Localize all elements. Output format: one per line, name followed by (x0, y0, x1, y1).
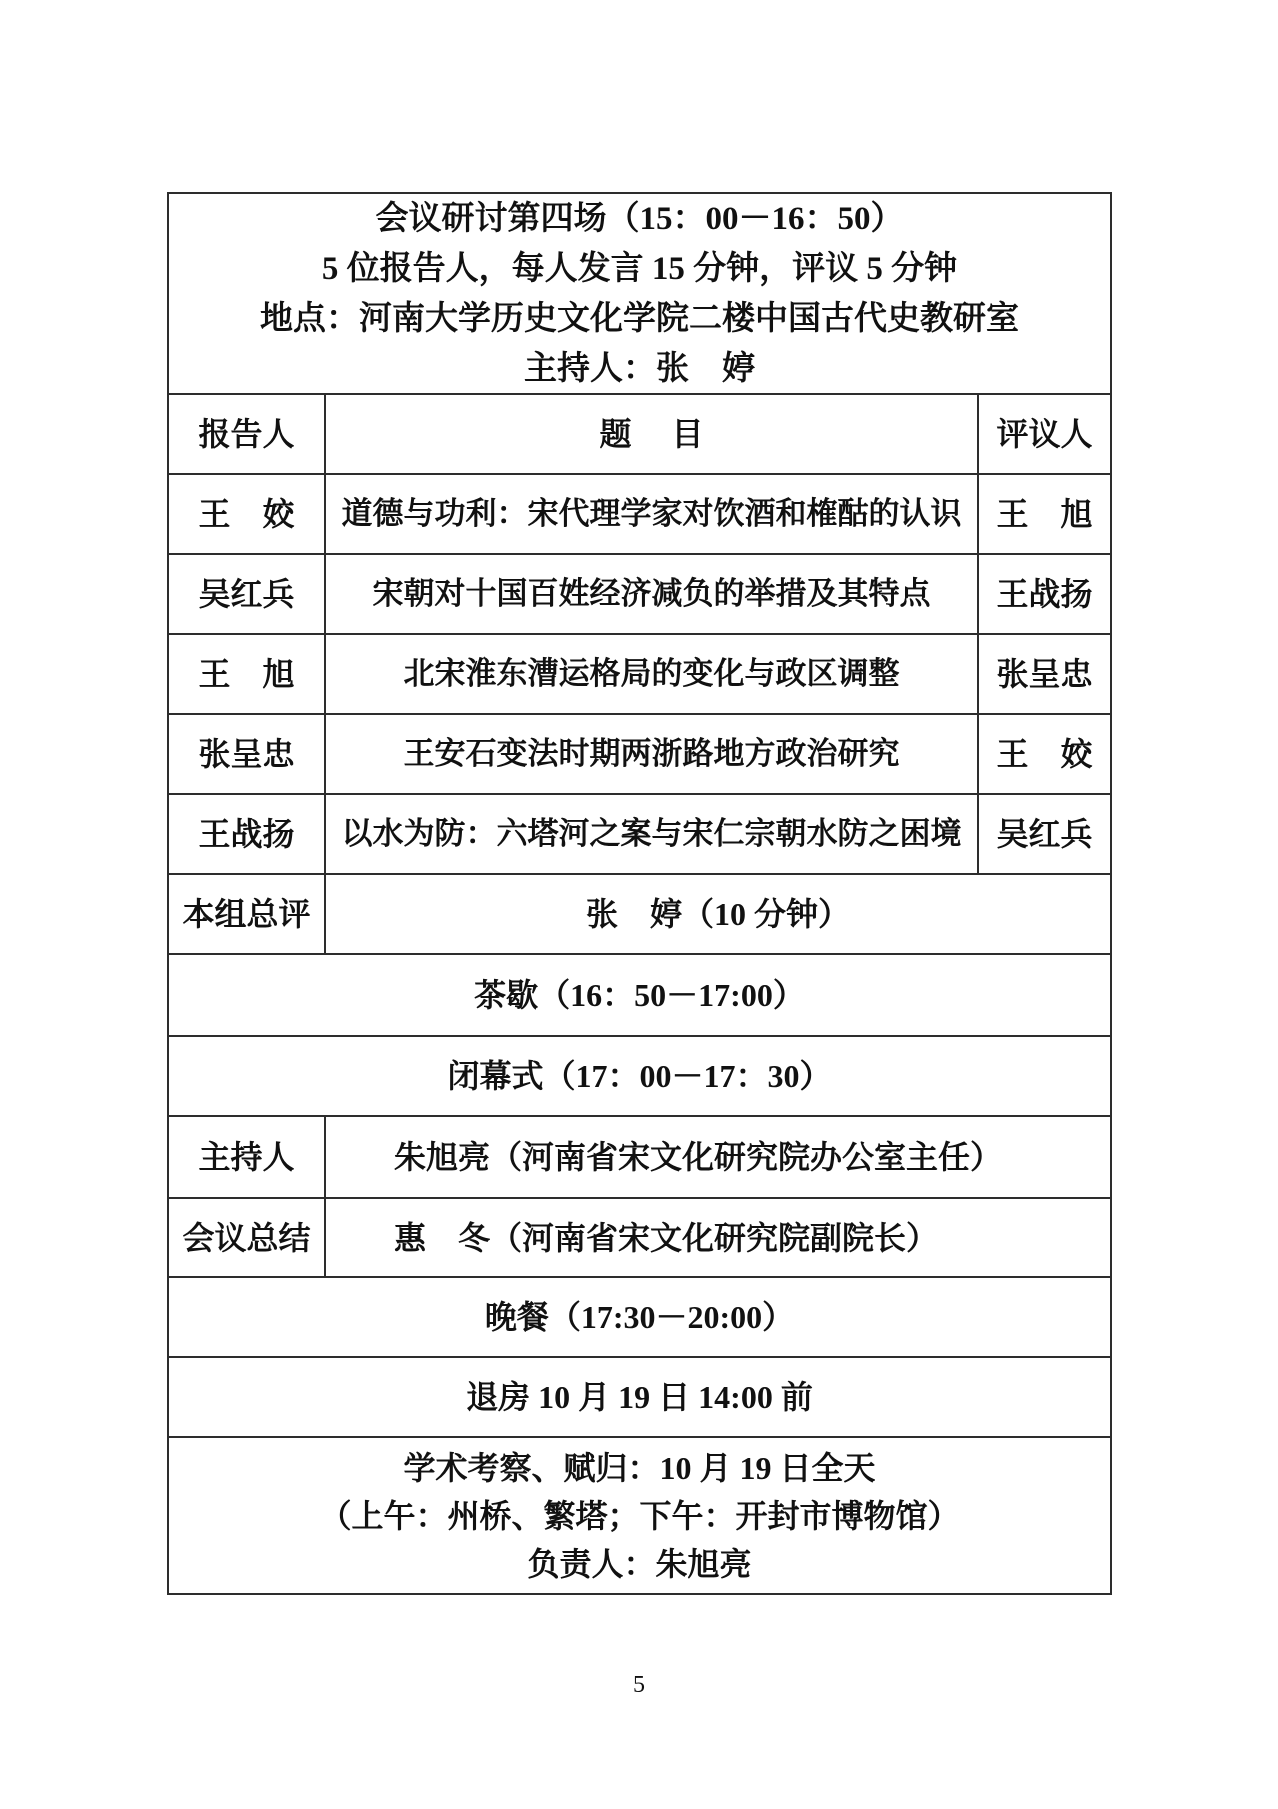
paper-title: 道德与功利：宋代理学家对饮酒和榷酤的认识 (324, 475, 977, 553)
excursion-row (169, 1438, 1110, 1593)
closing-ceremony-row (169, 1037, 1110, 1117)
tea-break-text: 茶歇（16：50－17:00） (474, 977, 805, 1013)
column-header-discussant: 评议人 (977, 395, 1110, 473)
closing-host-row (169, 1117, 1110, 1199)
dinner-text: 晚餐（17:30－20:00） (484, 1299, 795, 1335)
table-row (169, 795, 1110, 875)
conference-summary-value: 惠 冬（河南省宋文化研究院副院长） (324, 1199, 1110, 1276)
discussant-name: 吴红兵 (977, 795, 1110, 873)
table-row (169, 475, 1110, 555)
presenter-name: 王战扬 (198, 816, 295, 852)
schedule-table (167, 192, 1112, 1595)
session-chair: 主持人：张 婷 (524, 350, 755, 387)
presenter-name: 王 姣 (198, 496, 295, 532)
paper-title: 王安石变法时期两浙路地方政治研究 (324, 715, 977, 793)
table-row (169, 715, 1110, 795)
session-header-block (169, 194, 1110, 395)
excursion-schedule: 学术考察、赋归：10 月 19 日全天 (403, 1449, 876, 1486)
conference-summary-label: 会议总结 (182, 1219, 311, 1256)
paper-title: 宋朝对十国百姓经济减负的举措及其特点 (324, 555, 977, 633)
session-title: 会议研讨第四场（15：00－16：50） (375, 200, 904, 237)
session-location: 地点：河南大学历史文化学院二楼中国古代史教研室 (260, 300, 1019, 337)
presenter-name: 王 旭 (198, 656, 295, 692)
table-row (169, 635, 1110, 715)
group-summary-label: 本组总评 (182, 896, 311, 932)
closing-ceremony-text: 闭幕式（17：00－17：30） (447, 1058, 832, 1094)
checkout-text: 退房 10 月 19 日 14:00 前 (466, 1379, 813, 1415)
column-header-row (169, 395, 1110, 475)
closing-host-value: 朱旭亮（河南省宋文化研究院办公室主任） (324, 1117, 1110, 1197)
conference-summary-row (169, 1199, 1110, 1278)
discussant-name: 王 姣 (977, 715, 1110, 793)
group-summary-row (169, 875, 1110, 955)
paper-title: 以水为防：六塔河之案与宋仁宗朝水防之困境 (324, 795, 977, 873)
column-header-presenter: 报告人 (198, 416, 295, 452)
paper-title: 北宋淮东漕运格局的变化与政区调整 (324, 635, 977, 713)
table-row (169, 555, 1110, 635)
presenter-name: 张呈忠 (198, 736, 295, 772)
group-summary-value: 张 婷（10 分钟） (324, 875, 1110, 953)
session-format: 5 位报告人，每人发言 15 分钟，评议 5 分钟 (321, 250, 958, 287)
presenter-name: 吴红兵 (198, 576, 295, 612)
discussant-name: 张呈忠 (977, 635, 1110, 713)
tea-break-row (169, 955, 1110, 1037)
column-header-title: 题 目 (324, 395, 977, 473)
closing-host-label: 主持人 (198, 1139, 295, 1175)
discussant-name: 王战扬 (977, 555, 1110, 633)
page-number: 5 (633, 1672, 645, 1698)
excursion-organizer: 负责人：朱旭亮 (527, 1545, 752, 1582)
checkout-row (169, 1358, 1110, 1438)
excursion-itinerary: （上午：州桥、繁塔；下午：开封市博物馆） (319, 1497, 960, 1534)
dinner-row (169, 1278, 1110, 1358)
discussant-name: 王 旭 (977, 475, 1110, 553)
